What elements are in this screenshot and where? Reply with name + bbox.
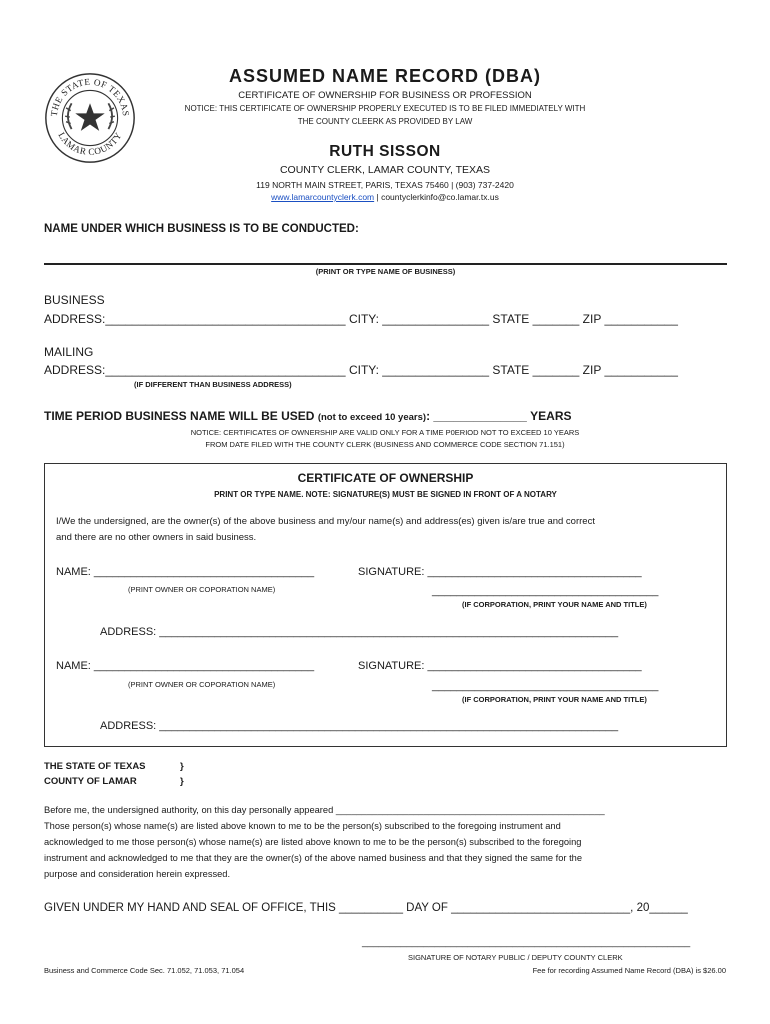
clerk-title: COUNTY CLERK, LAMAR COUNTY, TEXAS [279, 164, 491, 176]
business-address-field[interactable]: ADDRESS:____________________________________ CITY: ________________ STATE _______ ZIP ___________ [44, 312, 678, 326]
owner1-print-caption: (PRINT OWNER OR COPORATION NAME) [128, 585, 276, 594]
clerk-address: 119 NORTH MAIN STREET, PARIS, TEXAS 75460 | (903) 737-2420 [256, 180, 514, 190]
notary-paragraph-line2: Those person(s) whose name(s) are listed above known to me to be the person(s) subscribed to the foregoing instrument and [44, 821, 561, 831]
owner2-print-caption: (PRINT OWNER OR COPORATION NAME) [128, 680, 276, 689]
venue-state: THE STATE OF TEXAS [44, 761, 146, 772]
validity-notice-line1: NOTICE: CERTIFICATES OF OWNERSHIP ARE VALID ONLY FOR A TIME P0ERIOD NOT TO EXCEED 10 YEARS [190, 428, 580, 437]
certificate-instruction: PRINT OR TYPE NAME. NOTE: SIGNATURE(S) MUST BE SIGNED IN FRONT OF A NOTARY [214, 490, 557, 499]
time-period-label: TIME PERIOD BUSINESS NAME WILL BE USED [44, 409, 315, 423]
filing-notice-line1: NOTICE: THIS CERTIFICATE OF OWNERSHIP PROPERLY EXECUTED IS TO BE FILED IMMEDIATELY WITH [184, 104, 586, 113]
form-subtitle: CERTIFICATE OF OWNERSHIP FOR BUSINESS OR PROFESSION [238, 90, 532, 101]
owner1-signature-field[interactable]: SIGNATURE: ___________________________________ [358, 566, 642, 578]
filing-notice-line2: THE COUNTY CLEERK AS PROVIDED BY LAW [297, 117, 473, 126]
contact-separator: | [374, 192, 382, 202]
time-period-row [44, 409, 572, 423]
notary-signature-caption: SIGNATURE OF NOTARY PUBLIC / DEPUTY COUNTY CLERK [408, 953, 623, 962]
mailing-address-caption: (IF DIFFERENT THAN BUSINESS ADDRESS) [134, 380, 292, 389]
email-address: countyclerkinfo@co.lamar.tx.us [381, 192, 499, 202]
validity-notice-line2: FROM DATE FILED WITH THE COUNTY CLERK (BUSINESS AND COMMERCE CODE SECTION 71.151) [205, 440, 565, 449]
owner2-corp-caption: (IF CORPORATION, PRINT YOUR NAME AND TITLE) [462, 695, 647, 704]
clerk-name: RUTH SISSON [329, 143, 441, 160]
venue-brace-1: } [180, 761, 184, 772]
notary-paragraph-line5: purpose and consideration herein expressed. [44, 869, 231, 879]
appeared-line[interactable]: Before me, the undersigned authority, on this day personally appeared ____________________________________________________ [44, 805, 605, 815]
recording-fee: Fee for recording Assumed Name Record (DBA) is $26.00 [532, 966, 726, 975]
business-name-caption: (PRINT OR TYPE NAME OF BUSINESS) [315, 267, 456, 276]
owner2-address-field[interactable]: ADDRESS: ___________________________________________________________________________ [100, 720, 619, 732]
form-title: ASSUMED NAME RECORD (DBA) [229, 66, 541, 86]
owner2-corp-title-field[interactable]: _____________________________________ [432, 680, 659, 692]
venue-brace-2: } [180, 776, 184, 787]
mailing-address-field[interactable]: ADDRESS:____________________________________ CITY: ________________ STATE _______ ZIP ___________ [44, 363, 678, 377]
venue-county: COUNTY OF LAMAR [44, 776, 137, 787]
contact-line [0, 192, 770, 202]
time-period-qualifier: (not to exceed 10 years) [317, 412, 427, 423]
owner1-address-field[interactable]: ADDRESS: ___________________________________________________________________________ [100, 626, 619, 638]
seal-top-text: THE STATE OF TEXAS [48, 76, 132, 117]
ownership-statement-line2: and there are no other owners in said business. [56, 532, 257, 543]
time-period-years-field[interactable]: : ______________ [426, 409, 527, 423]
owner1-corp-title-field[interactable]: _____________________________________ [432, 585, 659, 597]
business-name-line[interactable] [44, 263, 727, 265]
notary-paragraph-line4: instrument and acknowledged to me that they are the owner(s) of the above named business and that they signed the same for the [44, 853, 582, 863]
given-under-hand-field[interactable]: GIVEN UNDER MY HAND AND SEAL OF OFFICE, THIS __________ DAY OF ____________________________, 20______ [44, 902, 688, 914]
business-address-label: BUSINESS [44, 293, 105, 307]
owner2-signature-field[interactable]: SIGNATURE: ___________________________________ [358, 660, 642, 672]
certificate-title: CERTIFICATE OF OWNERSHIP [297, 471, 474, 485]
website-link[interactable]: www.lamarcountyclerk.com [271, 192, 375, 202]
owner1-name-field[interactable]: NAME: ____________________________________ [56, 566, 315, 578]
ownership-statement-line1: I/We the undersigned, are the owner(s) of the above business and my/our name(s) and address(es) given is/are true and correct [56, 516, 595, 527]
owner2-name-field[interactable]: NAME: ____________________________________ [56, 660, 315, 672]
seal-bottom-text: LAMAR COUNTY [56, 130, 124, 157]
notary-paragraph-line3: acknowledged to me those person(s) whose name(s) are listed above known to me to be the person(s) subscribed to the foregoing [44, 837, 582, 847]
business-name-label: NAME UNDER WHICH BUSINESS IS TO BE CONDUCTED: [44, 223, 359, 235]
code-reference: Business and Commerce Code Sec. 71.052, 71.053, 71.054 [44, 966, 245, 975]
time-period-unit: YEARS [530, 409, 572, 423]
mailing-address-label: MAILING [44, 345, 94, 359]
owner1-corp-caption: (IF CORPORATION, PRINT YOUR NAME AND TITLE) [462, 600, 647, 609]
notary-signature-field[interactable]: ___________________________________________________________ [362, 937, 691, 948]
